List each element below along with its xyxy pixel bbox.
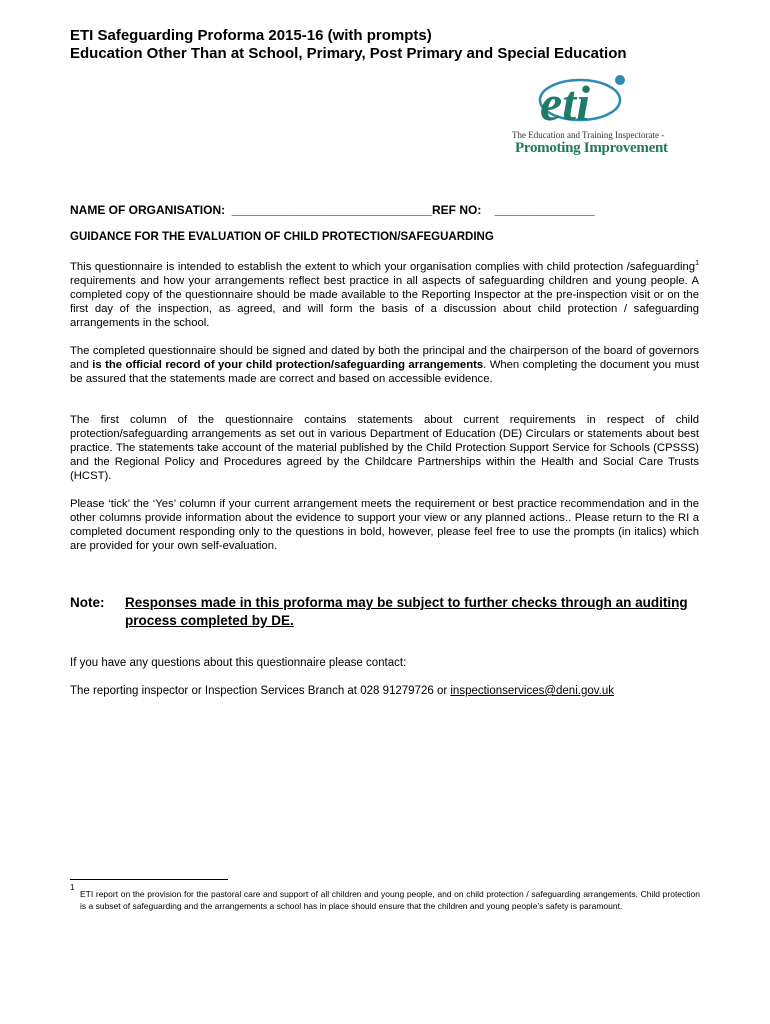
logo-dot	[615, 75, 625, 85]
footnote-mark: 1	[70, 883, 75, 892]
paragraph-tick: Please ‘tick’ the ‘Yes’ column if your current arrangement meets the requirement or best practice recommendation and in the other columns provide information about the evidence to support your view or any planned actions.. Please return to the RI a completed document responding only to the questions in bold, however, please feel free to use the prompts (in italics) which are provided for your own self-evaluation.	[70, 498, 699, 552]
footnote-text: ETI report on the provision for the pastoral care and support of all children and young people, and on child protection / safeguarding arrangements. Child protection is a subset of safeguarding and the arrangements a school has in place should ensure that the children and young people’s safety is paramount.	[80, 889, 700, 911]
logo-wordmark: eti	[540, 75, 590, 130]
org-field[interactable]: ______________________________	[231, 203, 432, 217]
eti-logo	[508, 70, 668, 162]
eti-logo-mark	[508, 70, 668, 130]
logo-subtitle: The Education and Training Inspectorate -	[512, 130, 665, 140]
note-label: Note:	[70, 595, 105, 610]
paragraph-intro	[70, 260, 699, 330]
ref-label: REF NO:	[432, 203, 482, 217]
contact-text: The reporting inspector or Inspection Services Branch at 028 91279726 or	[70, 685, 451, 697]
signing-text-a: The completed questionnaire should be signed and dated by both the principal and the chairperson of the board of governors and	[70, 345, 699, 371]
ref-field[interactable]: _______________	[494, 203, 595, 217]
contact-question: If you have any questions about this questionnaire please contact:	[70, 657, 407, 669]
footnote-ref: 1	[695, 260, 699, 268]
guidance-heading: GUIDANCE FOR THE EVALUATION OF CHILD PROTECTION/SAFEGUARDING	[70, 231, 494, 243]
contact-line	[70, 685, 614, 697]
signing-text-bold: is the official record of your child protection/safeguarding arrangements	[92, 359, 484, 371]
footnote-divider	[70, 879, 228, 880]
paragraph-signing	[70, 344, 699, 386]
signing-text-b: . When completing the document you must be assured that the statements made are correct and based on accessible evidence.	[70, 359, 699, 385]
title-line-2: Education Other Than at School, Primary, Post Primary and Special Education	[70, 45, 627, 62]
contact-email-link[interactable]: inspectionservices@deni.gov.uk	[450, 685, 614, 697]
intro-text-b: requirements and how your arrangements reflect best practice in all aspects of safeguarding children and young people. A completed copy of the questionnaire should be made available to the Reporting Inspector at the pre-inspection visit or on the first day of the inspection, as agreed, and will form the basis of a discussion about child protection / safeguarding arrangements in the school.	[70, 275, 699, 329]
org-label: NAME OF ORGANISATION:	[70, 203, 226, 217]
document-title	[70, 27, 627, 63]
title-line-1: ETI Safeguarding Proforma 2015-16 (with prompts)	[70, 27, 432, 44]
intro-text-a: This questionnaire is intended to establish the extent to which your organisation complies with child protection /safeguarding	[70, 261, 696, 273]
note-text: Responses made in this proforma may be subject to further checks through an auditing process completed by DE.	[125, 595, 688, 628]
logo-tagline: Promoting Improvement	[515, 140, 668, 156]
organisation-line	[70, 203, 595, 217]
paragraph-first-column: The first column of the questionnaire contains statements about current requirements in respect of child protection/safeguarding arrangements as set out in various Department of Education (DE) Circulars or statements about best practice. The statements take account of the material published by the Child Protection Support Service for Schools (CPSSS) and the Regional Policy and Procedures agreed by the Childcare Partnerships within the Health and Social Care Trusts (HCST).	[70, 414, 699, 482]
